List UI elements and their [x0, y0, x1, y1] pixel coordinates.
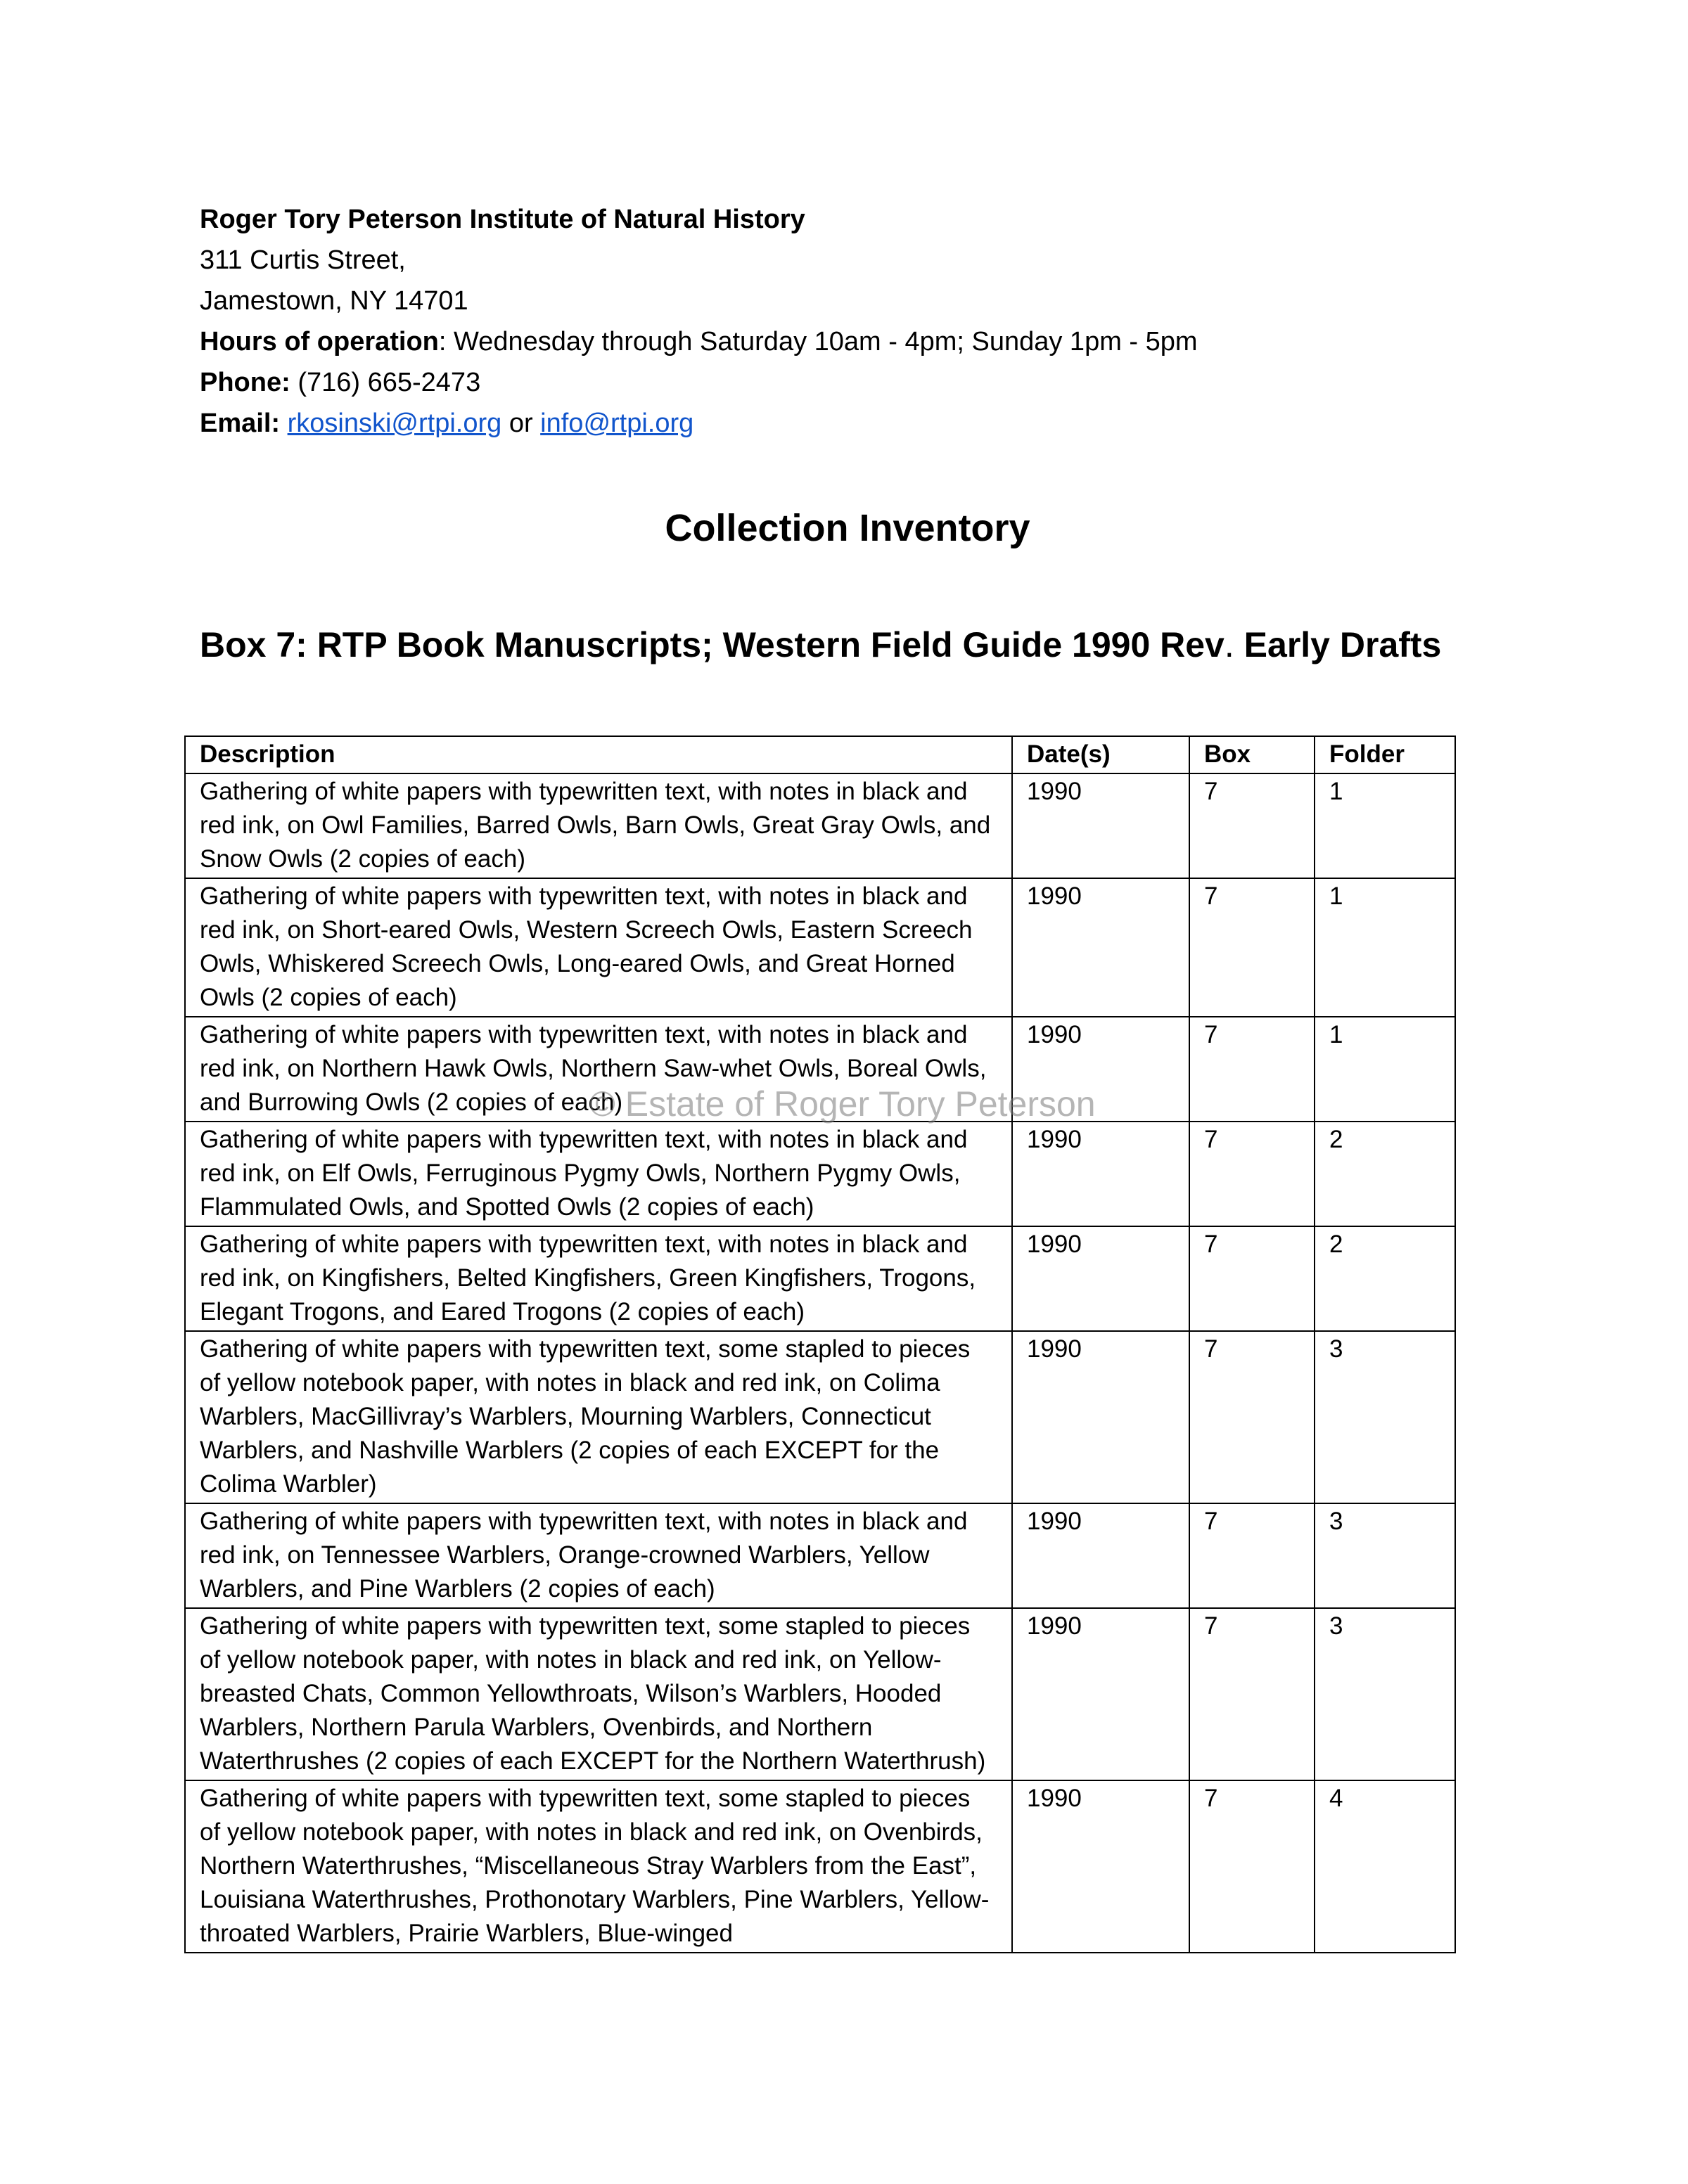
hours-value: : Wednesday through Saturday 10am - 4pm; Sunday 1pm - 5pm — [438, 327, 1198, 356]
cell-box: 7 — [1189, 773, 1315, 878]
copyright-watermark: © Estate of Roger Tory Peterson — [589, 1084, 1096, 1124]
cell-box: 7 — [1189, 1226, 1315, 1331]
institution-contact-block — [200, 199, 1198, 444]
cell-description: Gathering of white papers with typewritten text, some stapled to pieces of yellow notebook paper, with notes in black and red ink, on Colima Warblers, MacGillivray’s Warblers, Mourning Warblers, Connecticut Warblers, and Nashville Warblers (2 copies of each EXCEPT for the Colima Warbler) — [185, 1331, 1012, 1503]
address-line-2: Jamestown, NY 14701 — [200, 286, 468, 316]
email-link-primary[interactable]: rkosinski@rtpi.org — [287, 409, 502, 438]
cell-dates: 1990 — [1012, 878, 1189, 1017]
box-heading-tail: Early Drafts — [1234, 625, 1442, 664]
cell-description: Gathering of white papers with typewritten text, with notes in black and red ink, on Elf Owls, Ferruginous Pygmy Owls, Northern Pygmy Owls, Flammulated Owls, and Spotted Owls (2 copies of each) — [185, 1122, 1012, 1226]
page-title: Collection Inventory — [665, 507, 1030, 549]
inventory-table — [184, 736, 1456, 1953]
box-heading-main: Box 7: RTP Book Manuscripts; Western Field Guide 1990 Rev — [200, 625, 1225, 664]
table-row — [185, 1331, 1455, 1503]
hours-label: Hours of operation — [200, 327, 439, 356]
cell-description: Gathering of white papers with typewritten text, with notes in black and red ink, on Tennessee Warblers, Orange-crowned Warblers, Yellow Warblers, and Pine Warblers (2 copies of each) — [185, 1503, 1012, 1608]
table-row — [185, 1503, 1455, 1608]
table-row — [185, 1608, 1455, 1780]
table-row — [185, 878, 1455, 1017]
email — [200, 403, 1198, 444]
cell-folder: 1 — [1315, 878, 1455, 1017]
table-row — [185, 773, 1455, 878]
cell-dates: 1990 — [1012, 773, 1189, 878]
cell-description: Gathering of white papers with typewritten text, some stapled to pieces of yellow notebook paper, with notes in black and red ink, on Yellow-breasted Chats, Common Yellowthroats, Wilson’s Warblers, Hooded Warblers, Northern Parula Warblers, Ovenbirds, and Northern Waterthrushes (2 copies of each EXCEPT for the Northern Waterthrush) — [185, 1608, 1012, 1780]
cell-folder: 3 — [1315, 1503, 1455, 1608]
box-heading-separator: . — [1224, 625, 1234, 664]
cell-box: 7 — [1189, 1017, 1315, 1122]
table-row — [185, 1780, 1455, 1953]
cell-description: Gathering of white papers with typewritten text, with notes in black and red ink, on Northern Hawk Owls, Northern Saw-whet Owls, Boreal Owls, and Burrowing Owls (2 copies of each) — [185, 1017, 1012, 1122]
header-folder: Folder — [1315, 736, 1455, 773]
cell-description: Gathering of white papers with typewritten text, with notes in black and red ink, on Owl Families, Barred Owls, Barn Owls, Great Gray Owls, and Snow Owls (2 copies of each) — [185, 773, 1012, 878]
institution-name: Roger Tory Peterson Institute of Natural History — [200, 205, 805, 234]
phone — [200, 362, 1198, 403]
cell-box: 7 — [1189, 1503, 1315, 1608]
phone-value: (716) 665-2473 — [290, 368, 481, 397]
cell-box: 7 — [1189, 1122, 1315, 1226]
table-row — [185, 1122, 1455, 1226]
cell-folder: 2 — [1315, 1122, 1455, 1226]
email-label: Email: — [200, 409, 281, 438]
cell-folder: 2 — [1315, 1226, 1455, 1331]
cell-folder: 4 — [1315, 1780, 1455, 1953]
cell-box: 7 — [1189, 1780, 1315, 1953]
email-separator: or — [501, 409, 541, 438]
cell-box: 7 — [1189, 1608, 1315, 1780]
cell-description: Gathering of white papers with typewritten text, with notes in black and red ink, on Kingfishers, Belted Kingfishers, Green Kingfishers, Trogons, Elegant Trogons, and Eared Trogons (2 copies of each) — [185, 1226, 1012, 1331]
cell-dates: 1990 — [1012, 1122, 1189, 1226]
header-box: Box — [1189, 736, 1315, 773]
header-dates: Date(s) — [1012, 736, 1189, 773]
cell-folder: 3 — [1315, 1331, 1455, 1503]
cell-dates: 1990 — [1012, 1331, 1189, 1503]
cell-dates: 1990 — [1012, 1503, 1189, 1608]
table-header-row — [185, 736, 1455, 773]
cell-dates: 1990 — [1012, 1017, 1189, 1122]
hours-of-operation — [200, 321, 1198, 362]
cell-dates: 1990 — [1012, 1226, 1189, 1331]
cell-dates: 1990 — [1012, 1608, 1189, 1780]
cell-description: Gathering of white papers with typewritten text, with notes in black and red ink, on Short-eared Owls, Western Screech Owls, Eastern Screech Owls, Whiskered Screech Owls, Long-eared Owls, and Great Horned Owls (2 copies of each) — [185, 878, 1012, 1017]
cell-folder: 1 — [1315, 773, 1455, 878]
cell-box: 7 — [1189, 878, 1315, 1017]
cell-dates: 1990 — [1012, 1780, 1189, 1953]
header-description: Description — [185, 736, 1012, 773]
email-link-secondary[interactable]: info@rtpi.org — [540, 409, 694, 438]
box-heading — [200, 620, 1441, 669]
address-line-1: 311 Curtis Street, — [200, 245, 406, 275]
cell-folder: 1 — [1315, 1017, 1455, 1122]
cell-folder: 3 — [1315, 1608, 1455, 1780]
table-row — [185, 1017, 1455, 1122]
phone-label: Phone: — [200, 368, 290, 397]
table-row — [185, 1226, 1455, 1331]
cell-description: Gathering of white papers with typewritten text, some stapled to pieces of yellow notebook paper, with notes in black and red ink, on Ovenbirds, Northern Waterthrushes, “Miscellaneous Stray Warblers from the East”, Louisiana Waterthrushes, Prothonotary Warblers, Pine Warblers, Yellow-throated Warblers, Prairie Warblers, Blue-winged — [185, 1780, 1012, 1953]
cell-box: 7 — [1189, 1331, 1315, 1503]
